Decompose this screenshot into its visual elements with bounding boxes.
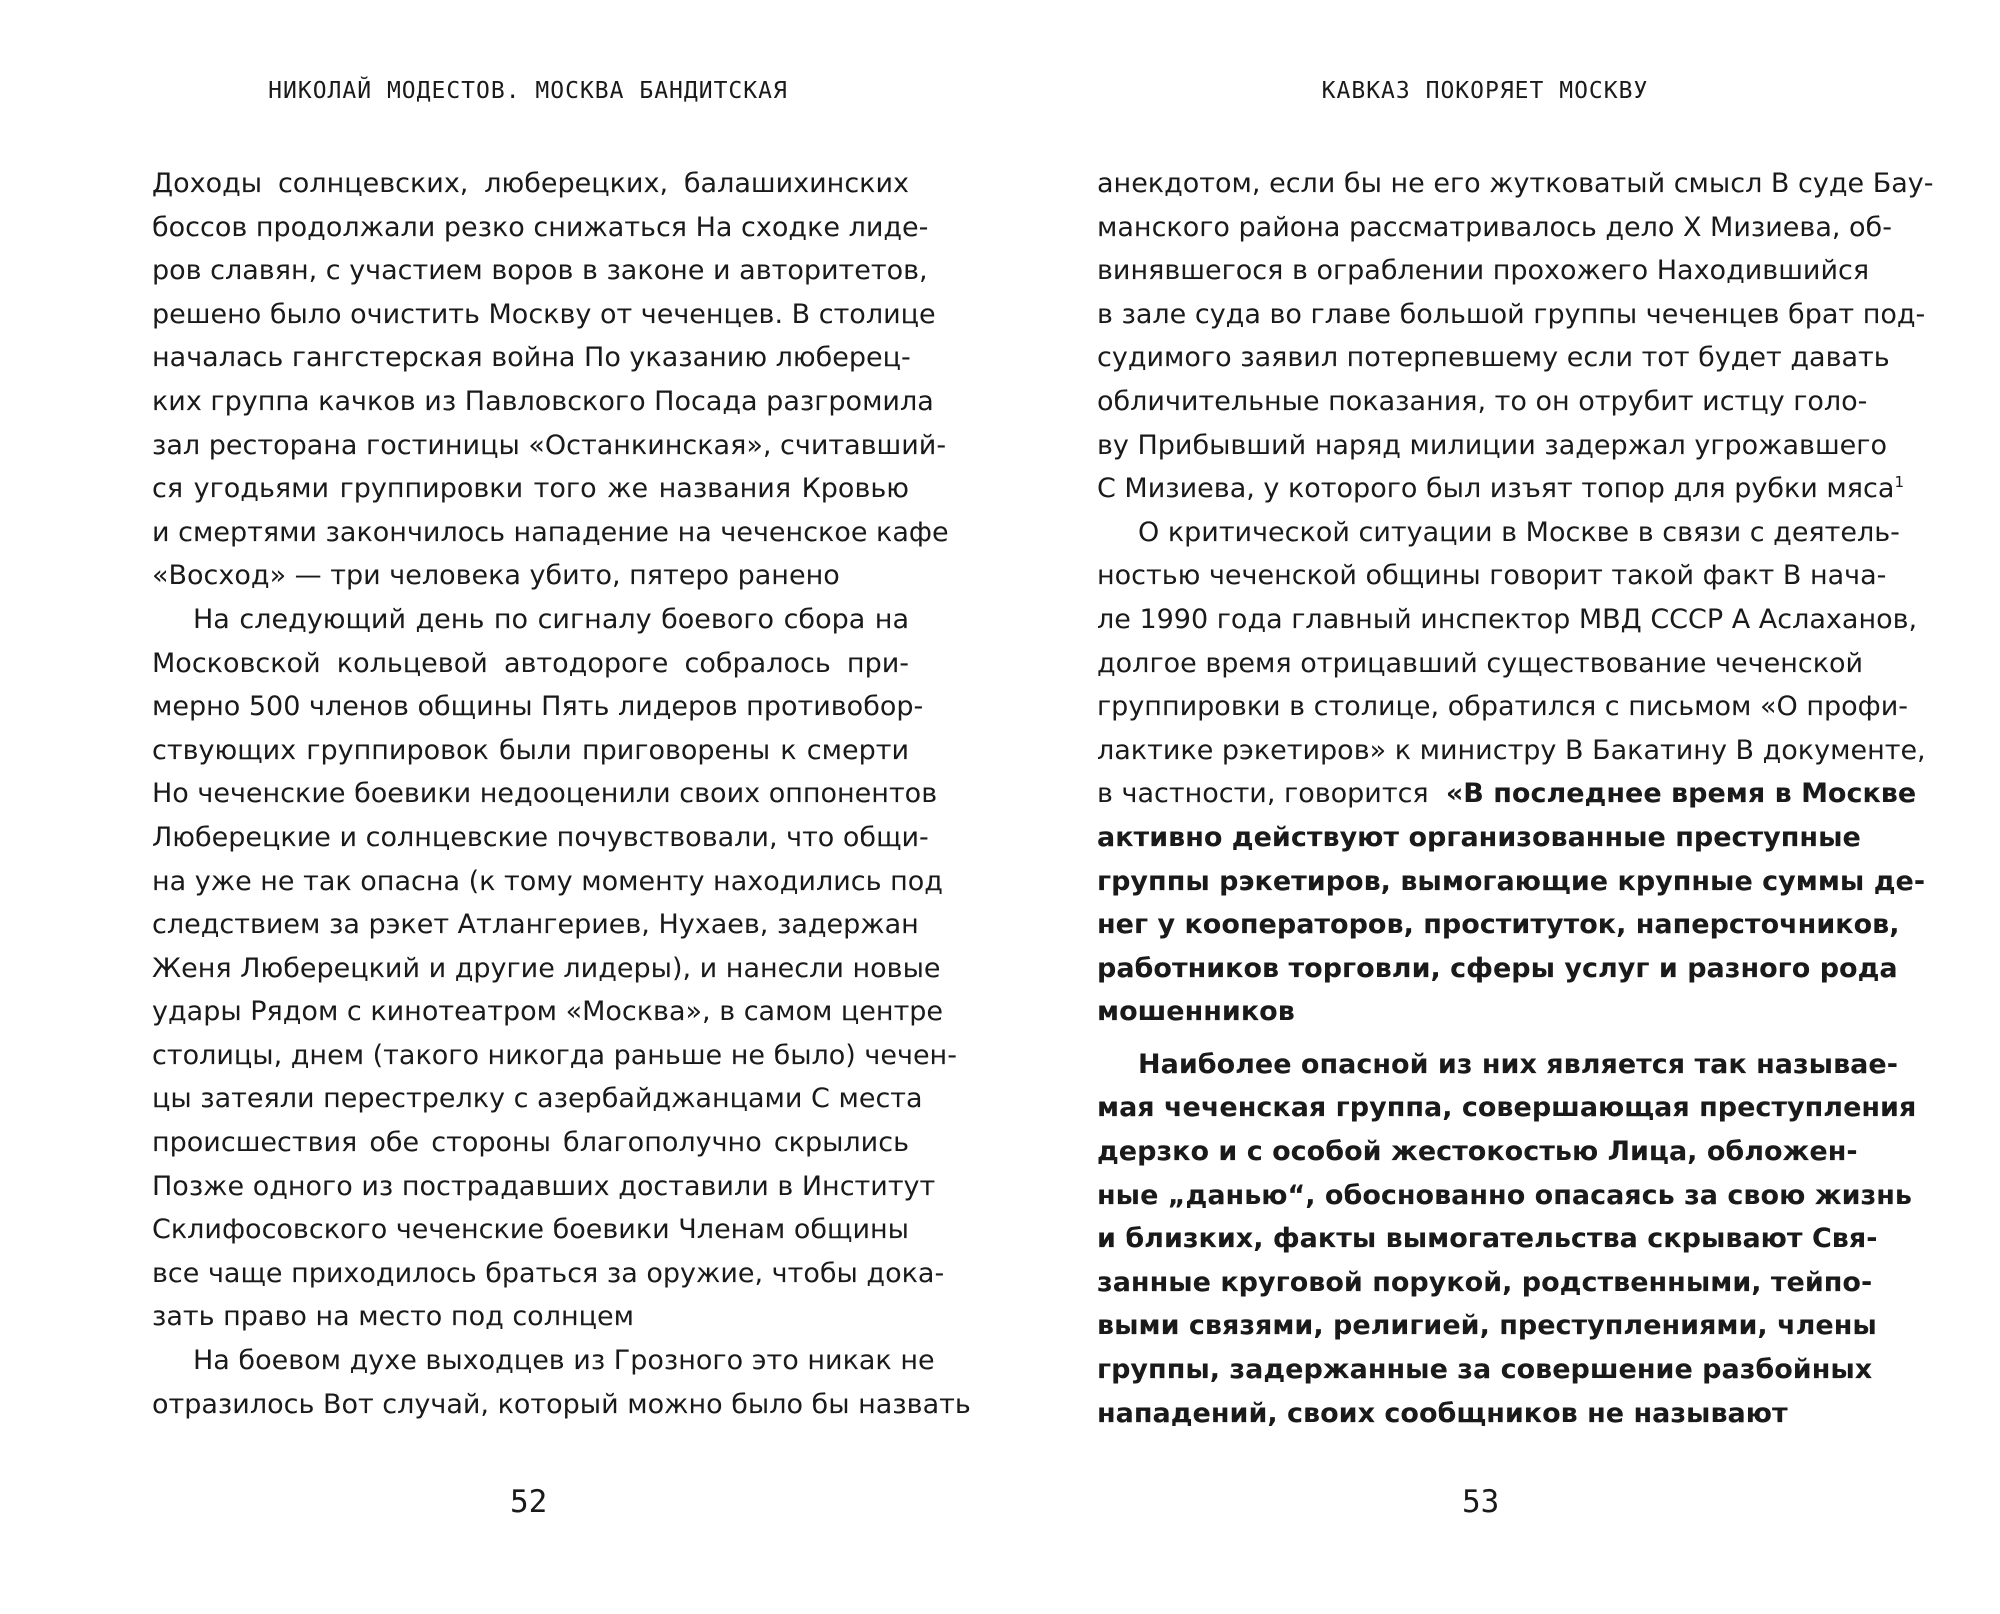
page-number: 53: [1462, 1484, 1500, 1520]
quote-line: ные „данью“, обоснованно опасаясь за свою жизнь: [1097, 1179, 1912, 1211]
text-line: происшествия обе стороны благополучно скрылись: [152, 1127, 909, 1159]
text-line: На боевом духе выходцев из Грозного это никак не: [193, 1345, 935, 1377]
text-line: боссов продолжали резко снижаться На сходке лиде-: [152, 211, 929, 243]
text-line-content: в частности, говорится: [1097, 778, 1429, 810]
quote-line: активно действуют организованные преступные: [1097, 821, 1861, 853]
text-line: Но чеченские боевики недооценили своих оппонентов: [152, 778, 938, 810]
text-line: Склифосовского чеченские боевики Членам общины: [152, 1214, 909, 1246]
text-line: судимого заявил потерпевшему если тот будет давать: [1097, 342, 1890, 374]
text-line: На следующий день по сигналу боевого сбора на: [193, 603, 909, 635]
text-line: в зале суда во главе большой группы чеченцев брат под-: [1097, 298, 1926, 330]
running-head: НИКОЛАЙ МОДЕСТОВ. МОСКВА БАНДИТСКАЯ: [268, 78, 788, 104]
text-line: на уже не так опасна (к тому моменту находились под: [152, 865, 943, 897]
quote-line: работников торговли, сферы услуг и разного рода: [1097, 952, 1898, 984]
quote-line: мошенников: [1097, 996, 1295, 1028]
text-line: решено было очистить Москву от чеченцев. В столице: [152, 298, 936, 330]
text-line: Женя Люберецкий и другие лидеры), и нанесли новые: [152, 952, 941, 984]
text-line: [1097, 772, 1917, 816]
right-page: [1000, 0, 2000, 1614]
body-text: [152, 162, 971, 1426]
text-line: удары Рядом с кинотеатром «Москва», в самом центре: [152, 996, 944, 1028]
footnote-mark: 1: [1894, 473, 1904, 492]
text-line: ву Прибывший наряд милиции задержал угрожавшего: [1097, 429, 1887, 461]
text-line-content: С Мизиева, у которого был изъят топор для рубки мяса: [1097, 473, 1895, 505]
text-line: ностью чеченской общины говорит такой факт В нача-: [1097, 560, 1887, 592]
text-line: ствующих группировок были приговорены к смерти: [152, 734, 909, 766]
text-line: ле 1990 года главный инспектор МВД СССР А Аслаханов,: [1097, 603, 1918, 635]
text-line: лактике рэкетиров» к министру В Бакатину В документе,: [1097, 734, 1926, 766]
quote-line: выми связями, религией, преступлениями, члены: [1097, 1310, 1877, 1342]
text-line: все чаще приходилось браться за оружие, чтобы дока-: [152, 1257, 945, 1289]
text-line: столицы, днем (такого никогда раньше не было) чечен-: [152, 1039, 957, 1071]
text-line: Доходы солнцевских, люберецких, балашихинских: [152, 168, 909, 199]
text-line: началась гангстерская война По указанию люберец-: [152, 342, 911, 374]
text-line: «Восход» — три человека убито, пятеро ранено: [152, 560, 840, 592]
text-line: манского района рассматривалось дело Х Мизиева, об-: [1097, 211, 1892, 243]
quote-line: дерзко и с особой жестокостью Лица, обложен-: [1097, 1136, 1858, 1168]
quote-line: мая чеченская группа, совершающая преступления: [1097, 1092, 1917, 1124]
page-number: 52: [510, 1484, 548, 1520]
text-line: анекдотом, если бы не его жутковатый смысл В суде Бау-: [1097, 168, 1934, 199]
text-line: и смертями закончилось нападение на чеченское кафе: [152, 516, 949, 548]
text-line: мерно 500 членов общины Пять лидеров противобор-: [152, 691, 924, 723]
text-line: винявшегося в ограблении прохожего Находившийся: [1097, 255, 1870, 287]
text-line: Позже одного из пострадавших доставили в Институт: [152, 1170, 936, 1202]
text-line: О критической ситуации в Москве в связи с деятель-: [1138, 516, 1900, 548]
text-line: Московской кольцевой автодороге собралось при-: [152, 647, 909, 679]
quote-line: нег у кооператоров, проституток, наперсточников,: [1097, 909, 1900, 941]
quote-line: занные круговой порукой, родственными, тейпо-: [1097, 1266, 1873, 1298]
text-line: цы затеяли перестрелку с азербайджанцами С места: [152, 1083, 923, 1115]
quote-line: и близких, факты вымогательства скрывают Свя-: [1097, 1223, 1878, 1255]
quote-line: Наиболее опасной из них является так называе-: [1138, 1048, 1898, 1080]
text-line: отразилось Вот случай, который можно было бы назвать: [152, 1388, 971, 1420]
text-line: следствием за рэкет Атлангериев, Нухаев, задержан: [152, 909, 919, 941]
running-head: КАВКАЗ ПОКОРЯЕТ МОСКВУ: [1321, 78, 1649, 104]
text-line: Люберецкие и солнцевские почувствовали, что общи-: [152, 821, 929, 853]
text-line: ров славян, с участием воров в законе и авторитетов,: [152, 255, 928, 287]
body-text: [1097, 162, 1934, 1435]
text-line: долгое время отрицавший существование чеченской: [1097, 647, 1864, 679]
quote-line: группы рэкетиров, вымогающие крупные суммы де-: [1097, 865, 1926, 897]
text-line: зать право на место под солнцем: [152, 1301, 634, 1333]
text-line: [1097, 467, 1904, 511]
text-line: ся угодьями группировки того же названия Кровью: [152, 473, 909, 505]
text-line: зал ресторана гостиницы «Останкинская», считавший-: [152, 429, 947, 461]
text-line: ких группа качков из Павловского Посада разгромила: [152, 385, 934, 417]
quote-line: нападений, своих сообщников не называют: [1097, 1397, 1788, 1429]
quote-line: группы, задержанные за совершение разбойных: [1097, 1354, 1873, 1386]
text-line: группировки в столице, обратился с письмом «О профи-: [1097, 691, 1909, 723]
quote-start: «В последнее время в Москве: [1445, 778, 1917, 810]
text-line: обличительные показания, то он отрубит истцу голо-: [1097, 385, 1868, 417]
